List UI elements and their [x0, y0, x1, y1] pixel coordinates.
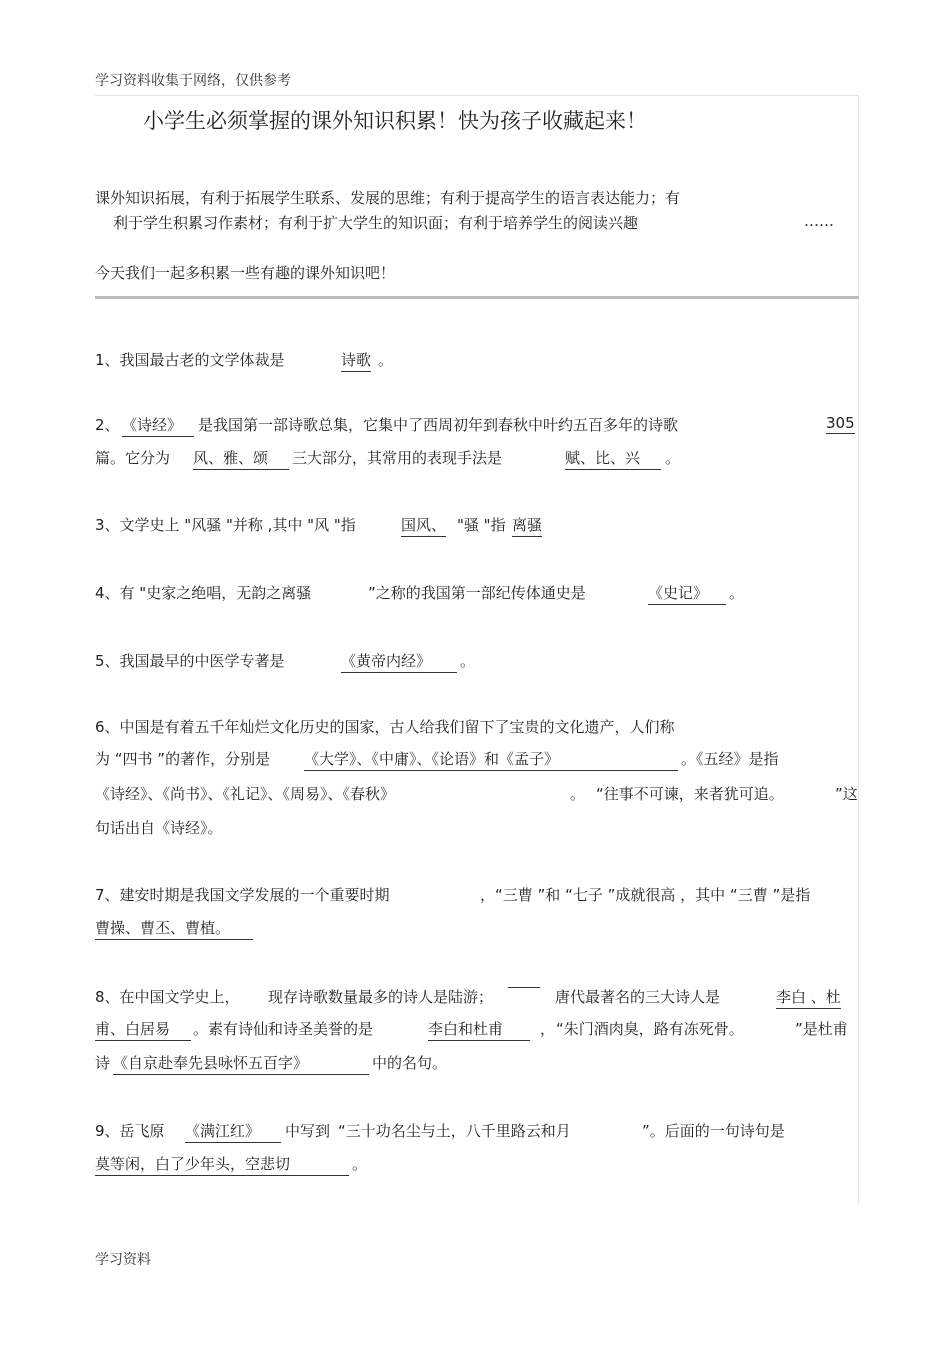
- q2-answer-1: 《诗经》: [122, 414, 194, 437]
- q2-text-2: 篇。它分为: [95, 449, 171, 467]
- q8-text-8: 诗: [95, 1054, 111, 1072]
- q9-answer-1: 《满江红》: [185, 1120, 281, 1143]
- q8-text-3: 唐代最著名的三大诗人是: [555, 988, 721, 1006]
- q2-answer-3: 风、雅、颂: [193, 447, 289, 470]
- q8-answer-1b: 甫、白居易: [95, 1018, 191, 1041]
- q5-text: 5、我国最早的中医学专著是: [95, 652, 285, 670]
- q9-end: 。: [352, 1155, 368, 1173]
- q5-end: 。: [460, 652, 476, 670]
- section-separator: [95, 296, 859, 299]
- q2-answer-4: 赋、比、兴: [565, 447, 661, 470]
- q6-text-6: ”这: [835, 785, 858, 803]
- q4-text-1: 4、有 "史家之绝唱，无韵之离骚: [95, 584, 312, 602]
- q2-answer-2: 305: [826, 414, 855, 432]
- q6-text-4: 。: [570, 785, 586, 803]
- intro-line-2: 利于学生积累习作素材；有利于扩大学生的知识面；有利于培养学生的阅读兴趣: [113, 214, 639, 232]
- q8-answer-3: 《自京赴奉先县咏怀五百字》: [113, 1052, 369, 1075]
- intro-line-3: 今天我们一起多积累一些有趣的课外知识吧！: [95, 264, 396, 282]
- q6-answer-1: 《大学》、《中庸》、《论语》和《孟子》: [304, 748, 678, 771]
- q1-end: 。: [378, 351, 394, 369]
- q1-text: 1、我国最古老的文学体裁是: [95, 351, 285, 369]
- footer-note: 学习资料: [95, 1252, 151, 1268]
- q4-end: 。: [729, 584, 745, 602]
- q8-answer-2: 李白和杜甫: [428, 1018, 530, 1041]
- q4-answer: 《史记》: [648, 582, 726, 605]
- intro-line-1: 课外知识拓展，有利于拓展学生联系、发展的思维；有利于提高学生的语言表达能力；有: [95, 189, 681, 207]
- q5-answer: 《黄帝内经》: [341, 650, 457, 673]
- q9-answer-2: 莫等闲，白了少年头，空悲切: [95, 1153, 349, 1176]
- q3-answer-2: 离骚: [512, 514, 542, 537]
- q8-text-5: ，: [540, 1020, 556, 1038]
- q6-text-3: 。《五经》是指: [681, 750, 779, 768]
- q3-text-2: "骚 "指: [457, 516, 506, 534]
- q6-answer-2: 《诗经》、《尚书》、《礼记》、《周易》、《春秋》: [95, 785, 396, 803]
- q6-text-5: “往事不可谏，来者犹可追。: [596, 785, 784, 803]
- q8-blank-line: [508, 986, 540, 988]
- frame-right-border: [858, 95, 859, 1205]
- q2-end: 。: [665, 449, 681, 467]
- q8-text-2: 现存诗歌数量最多的诗人是陆游；: [268, 988, 494, 1006]
- q8-text-7: ”是杜甫: [795, 1020, 848, 1038]
- q4-text-2: ”之称的我国第一部纪传体通史是: [368, 584, 586, 602]
- q3-answer-1: 国风、: [401, 514, 446, 537]
- q6-line-1: 6、中国是有着五千年灿烂文化历史的国家，古人给我们留下了宝贵的文化遗产，人们称: [95, 718, 675, 736]
- q8-text-4: 。素有诗仙和诗圣美誉的是: [193, 1020, 374, 1038]
- header-note: 学习资料收集于网络，仅供参考: [95, 73, 291, 89]
- q2-text-1: 是我国第一部诗歌总集，它集中了西周初年到春秋中叶约五百多年的诗歌: [198, 416, 679, 434]
- q9-quote: “三十功名尘与土，八千里路云和月: [338, 1122, 571, 1140]
- q3-text-1: 3、文学史上 "风骚 "并称 ,其中 "风 "指: [95, 516, 356, 534]
- q9-text-2: 中写到: [285, 1122, 331, 1140]
- q1-answer: 诗歌: [341, 349, 371, 372]
- frame-top-border: [95, 95, 859, 96]
- q8-text-1: 8、在中国文学史上，: [95, 988, 240, 1006]
- q8-text-9: 中的名句。: [372, 1054, 448, 1072]
- q8-answer-1a: 李白 、杜: [776, 986, 841, 1009]
- page-title: 小学生必须掌握的课外知识积累！快为孩子收藏起来！: [143, 109, 647, 133]
- q7-text-1: 7、建安时期是我国文学发展的一个重要时期: [95, 886, 390, 904]
- q7-answer: 曹操、曹丕、曹植。: [95, 917, 253, 940]
- q6-line-4: 句话出自《诗经》。: [95, 819, 223, 837]
- intro-ellipsis: ……: [804, 212, 834, 230]
- q6-text-2: 为 “四书 ”的著作，分别是: [95, 750, 271, 768]
- q7-text-2: ，“三曹 ”和 “七子 ”成就很高 ，其中 “三曹 ”是指: [480, 886, 811, 904]
- q2-text-3: 三大部分，其常用的表现手法是: [292, 449, 503, 467]
- q9-text-3: ”。后面的一句诗句是: [642, 1122, 785, 1140]
- q2-num: 2、: [95, 416, 120, 434]
- q8-text-6: “朱门酒肉臭，路有冻死骨。: [556, 1020, 744, 1038]
- q9-text-1: 9、岳飞原: [95, 1122, 165, 1140]
